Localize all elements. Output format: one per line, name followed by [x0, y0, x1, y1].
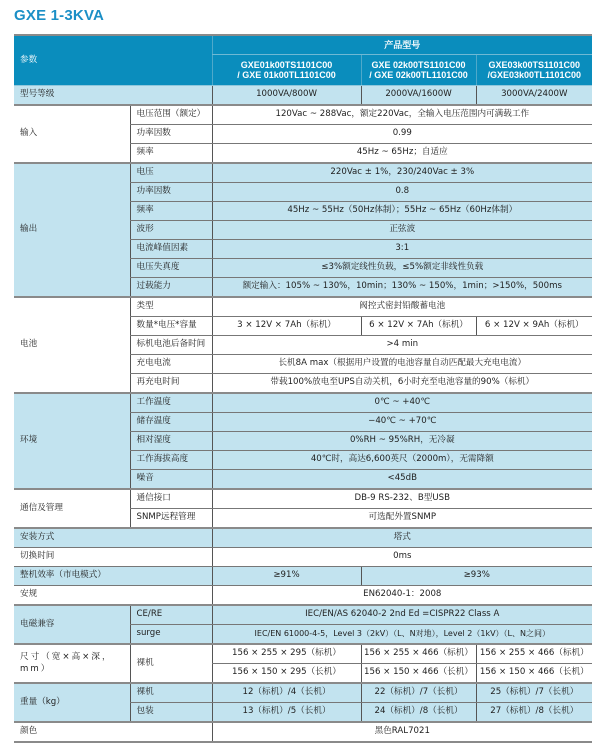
dimensions-row — [14, 644, 592, 664]
row-value: 黑色RAL7021 — [212, 722, 592, 742]
efficiency-row — [14, 567, 592, 586]
output-row — [14, 163, 592, 183]
row-value: 156 × 255 × 295（标机） — [212, 644, 361, 664]
row-label: 安装方式 — [14, 528, 212, 548]
row-label: surge — [130, 625, 212, 645]
row-label: 切换时间 — [14, 548, 212, 567]
row-value: 长机8A max（根据用户设置的电池容量自动匹配最大充电电流） — [212, 355, 592, 374]
row-label: 功率因数 — [130, 125, 212, 144]
row-label: 充电电流 — [130, 355, 212, 374]
row-value: 6 × 12V × 9Ah（标机） — [476, 317, 592, 336]
install-row — [14, 528, 592, 548]
row-value: 0.8 — [212, 183, 592, 202]
row-value: EN62040-1：2008 — [212, 586, 592, 606]
row-label: 电压范围（额定） — [130, 105, 212, 125]
row-value: 3 × 12V × 7Ah（标机） — [212, 317, 361, 336]
row-value: IEC/EN/AS 62040-2 2nd Ed =CISPR22 Class A — [212, 605, 592, 625]
comm-group-label: 通信及管理 — [14, 489, 130, 528]
row-label: 过载能力 — [130, 278, 212, 298]
row-label: 整机效率（市电模式） — [14, 567, 212, 586]
model-2: GXE 02k00TS1101C00 / GXE 02k00TL1101C00 — [361, 55, 476, 86]
page-title: GXE 1-3KVA — [14, 7, 105, 24]
row-label: 数量*电压*容量 — [130, 317, 212, 336]
rating-value: 2000VA/1600W — [361, 86, 476, 106]
model-1: GXE01k00TS1101C00 / GXE 01k00TL1101C00 — [212, 55, 361, 86]
row-label: 相对湿度 — [130, 432, 212, 451]
row-value: 带载100%放电至UPS自动关机，6小时充至电池容量的90%（标机） — [212, 374, 592, 394]
rating-label: 型号等级 — [14, 86, 212, 106]
dimensions-group-label: 尺寸（宽×高×深，mm） — [14, 644, 130, 683]
row-label: 通信接口 — [130, 489, 212, 509]
row-value: ≥91% — [212, 567, 361, 586]
row-value: 13（标机）/5（长机） — [212, 703, 361, 723]
comm-row — [14, 489, 592, 509]
row-value: 25（标机）/7（长机） — [476, 683, 592, 703]
spec-table — [14, 34, 592, 743]
row-label: 裸机 — [130, 683, 212, 703]
rating-row — [14, 86, 592, 106]
row-label: 频率 — [130, 202, 212, 221]
input-group-label: 输入 — [14, 105, 130, 163]
row-value: 塔式 — [212, 528, 592, 548]
row-value: 阀控式密封铅酸蓄电池 — [212, 297, 592, 317]
row-value: <45dB — [212, 470, 592, 490]
emc-group-label: 电磁兼容 — [14, 605, 130, 644]
header-row — [14, 35, 592, 55]
input-row — [14, 105, 592, 125]
row-value: 正弦波 — [212, 221, 592, 240]
row-value: 可选配外置SNMP — [212, 509, 592, 529]
row-value: 45Hz ~ 55Hz（50Hz体制）；55Hz ~ 65Hz（60Hz体制） — [212, 202, 592, 221]
dimensions-sub-label: 裸机 — [130, 644, 212, 683]
row-value: 156 × 255 × 466（标机） — [361, 644, 476, 664]
row-value: 40℃时，高达6,600英尺（2000m），无需降额 — [212, 451, 592, 470]
rating-value: 1000VA/800W — [212, 86, 361, 106]
environment-group-label: 环境 — [14, 393, 130, 489]
row-value: DB-9 RS-232、B型USB — [212, 489, 592, 509]
color-row — [14, 722, 592, 742]
row-label: 电流峰值因素 — [130, 240, 212, 259]
row-label: 标机电池后备时间 — [130, 336, 212, 355]
param-header: 参数 — [14, 35, 212, 86]
row-value: 156 × 150 × 466（长机） — [361, 664, 476, 684]
row-label: 安规 — [14, 586, 212, 606]
row-value: 0%RH ~ 95%RH，无冷凝 — [212, 432, 592, 451]
rating-value: 3000VA/2400W — [476, 86, 592, 106]
row-value: 3:1 — [212, 240, 592, 259]
row-value: 120Vac ~ 288Vac，额定220Vac，全输入电压范围内可满载工作 — [212, 105, 592, 125]
emc-row — [14, 605, 592, 625]
row-label: 电压失真度 — [130, 259, 212, 278]
row-value: IEC/EN 61000-4-5，Level 3（2kV）（L、N对地），Level 2（1kV）（L、N之间） — [212, 625, 592, 645]
row-value: 156 × 150 × 466（长机） — [476, 664, 592, 684]
row-label: 再充电时间 — [130, 374, 212, 394]
product-model-header: 产品型号 — [212, 35, 592, 55]
row-value: 额定输入：105% ~ 130%，10min；130% ~ 150%，1min；>150%，500ms — [212, 278, 592, 298]
model-3: GXE03k00TS1101C00 /GXE03k00TL1101C00 — [476, 55, 592, 86]
row-value: −40℃ ~ +70℃ — [212, 413, 592, 432]
row-value: 0ms — [212, 548, 592, 567]
row-value: 12（标机）/4（长机） — [212, 683, 361, 703]
weight-group-label: 重量（kg） — [14, 683, 130, 722]
row-label: 噪音 — [130, 470, 212, 490]
row-label: 工作海拔高度 — [130, 451, 212, 470]
row-label: 储存温度 — [130, 413, 212, 432]
row-label: 颜色 — [14, 722, 212, 742]
row-value: 220Vac ± 1%，230/240Vac ± 3% — [212, 163, 592, 183]
row-label: 电压 — [130, 163, 212, 183]
transfer-row — [14, 548, 592, 567]
safety-row — [14, 586, 592, 606]
row-label: 波形 — [130, 221, 212, 240]
battery-row — [14, 297, 592, 317]
row-label: SNMP远程管理 — [130, 509, 212, 529]
battery-group-label: 电池 — [14, 297, 130, 393]
row-label: 类型 — [130, 297, 212, 317]
row-value: 156 × 150 × 295（长机） — [212, 664, 361, 684]
row-value: 0.99 — [212, 125, 592, 144]
row-label: 包装 — [130, 703, 212, 723]
row-label: CE/RE — [130, 605, 212, 625]
row-value: 156 × 255 × 466（标机） — [476, 644, 592, 664]
row-value: ≥93% — [361, 567, 592, 586]
weight-row — [14, 683, 592, 703]
output-group-label: 输出 — [14, 163, 130, 297]
row-value: 24（标机）/8（长机） — [361, 703, 476, 723]
row-value: 22（标机）/7（长机） — [361, 683, 476, 703]
row-value: 0℃ ~ +40℃ — [212, 393, 592, 413]
row-value: 6 × 12V × 7Ah（标机） — [361, 317, 476, 336]
row-label: 工作温度 — [130, 393, 212, 413]
row-value: 27（标机）/8（长机） — [476, 703, 592, 723]
row-value: ≤3%额定线性负载，≤5%额定非线性负载 — [212, 259, 592, 278]
row-label: 频率 — [130, 144, 212, 164]
row-value: 45Hz ~ 65Hz；自适应 — [212, 144, 592, 164]
row-label: 功率因数 — [130, 183, 212, 202]
row-value: >4 min — [212, 336, 592, 355]
environment-row — [14, 393, 592, 413]
